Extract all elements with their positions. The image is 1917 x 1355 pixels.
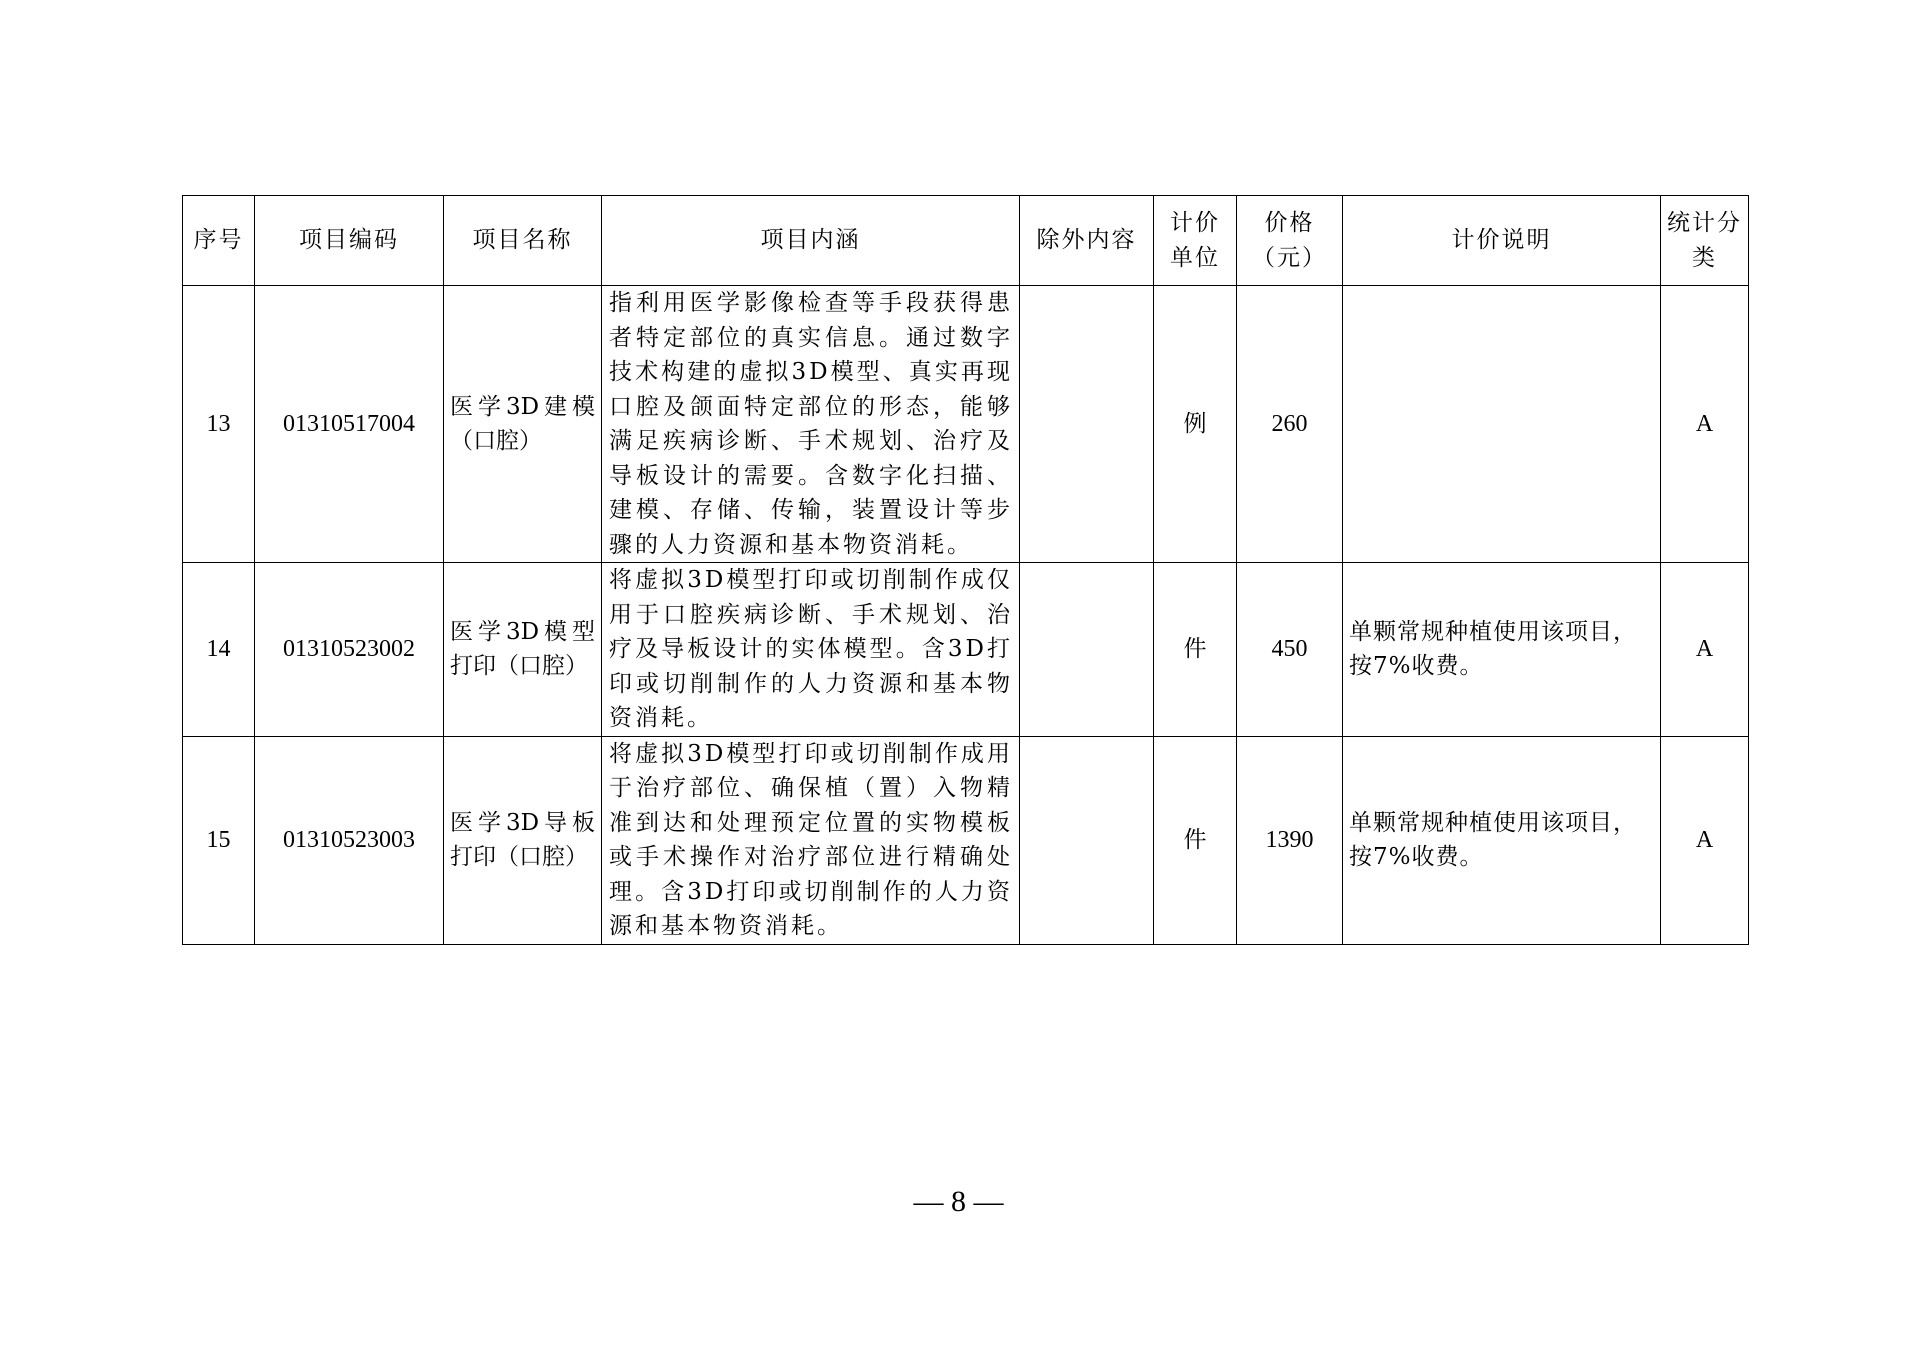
row-name: 医学3D模型打印（口腔） (444, 563, 602, 737)
row-unit: 例 (1154, 286, 1237, 563)
row-code: 01310517004 (255, 286, 444, 563)
header-note: 计价说明 (1343, 196, 1661, 286)
row-price: 1390 (1237, 736, 1343, 944)
row-content: 指利用医学影像检查等手段获得患者特定部位的真实信息。通过数字技术构建的虚拟3D模型、真实再现口腔及颌面特定部位的形态，能够满足疾病诊断、手术规划、治疗及导板设计的需要。含数字化扫描、建模、存储、传输，装置设计等步骤的人力资源和基本物资消耗。 (602, 286, 1020, 563)
row-exclusion (1020, 563, 1154, 737)
row-name: 医学3D导板打印（口腔） (444, 736, 602, 944)
header-unit: 计价单位 (1154, 196, 1237, 286)
row-category: A (1661, 563, 1749, 737)
row-price: 450 (1237, 563, 1343, 737)
header-seq: 序号 (183, 196, 255, 286)
table-row (183, 736, 1749, 944)
row-note (1343, 286, 1661, 563)
row-seq: 15 (183, 736, 255, 944)
table-header-row (183, 196, 1749, 286)
row-note: 单颗常规种植使用该项目，按7%收费。 (1343, 563, 1661, 737)
header-content: 项目内涵 (602, 196, 1020, 286)
header-code: 项目编码 (255, 196, 444, 286)
row-code: 01310523003 (255, 736, 444, 944)
row-note: 单颗常规种植使用该项目，按7%收费。 (1343, 736, 1661, 944)
row-unit: 件 (1154, 563, 1237, 737)
row-seq: 14 (183, 563, 255, 737)
table-row (183, 286, 1749, 563)
header-category: 统计分类 (1661, 196, 1749, 286)
row-unit: 件 (1154, 736, 1237, 944)
row-category: A (1661, 286, 1749, 563)
row-seq: 13 (183, 286, 255, 563)
header-name: 项目名称 (444, 196, 602, 286)
row-exclusion (1020, 286, 1154, 563)
row-content: 将虚拟3D模型打印或切削制作成用于治疗部位、确保植（置）入物精准到达和处理预定位置的实物模板或手术操作对治疗部位进行精确处理。含3D打印或切削制作的人力资源和基本物资消耗。 (602, 736, 1020, 944)
header-price: 价格（元） (1237, 196, 1343, 286)
row-category: A (1661, 736, 1749, 944)
table-row (183, 563, 1749, 737)
row-price: 260 (1237, 286, 1343, 563)
row-content: 将虚拟3D模型打印或切削制作成仅用于口腔疾病诊断、手术规划、治疗及导板设计的实体模型。含3D打印或切削制作的人力资源和基本物资消耗。 (602, 563, 1020, 737)
page-number: — 8 — (913, 1185, 1004, 1218)
pricing-table (182, 195, 1749, 945)
header-exclusion: 除外内容 (1020, 196, 1154, 286)
row-code: 01310523002 (255, 563, 444, 737)
row-name: 医学3D建模（口腔） (444, 286, 602, 563)
row-exclusion (1020, 736, 1154, 944)
